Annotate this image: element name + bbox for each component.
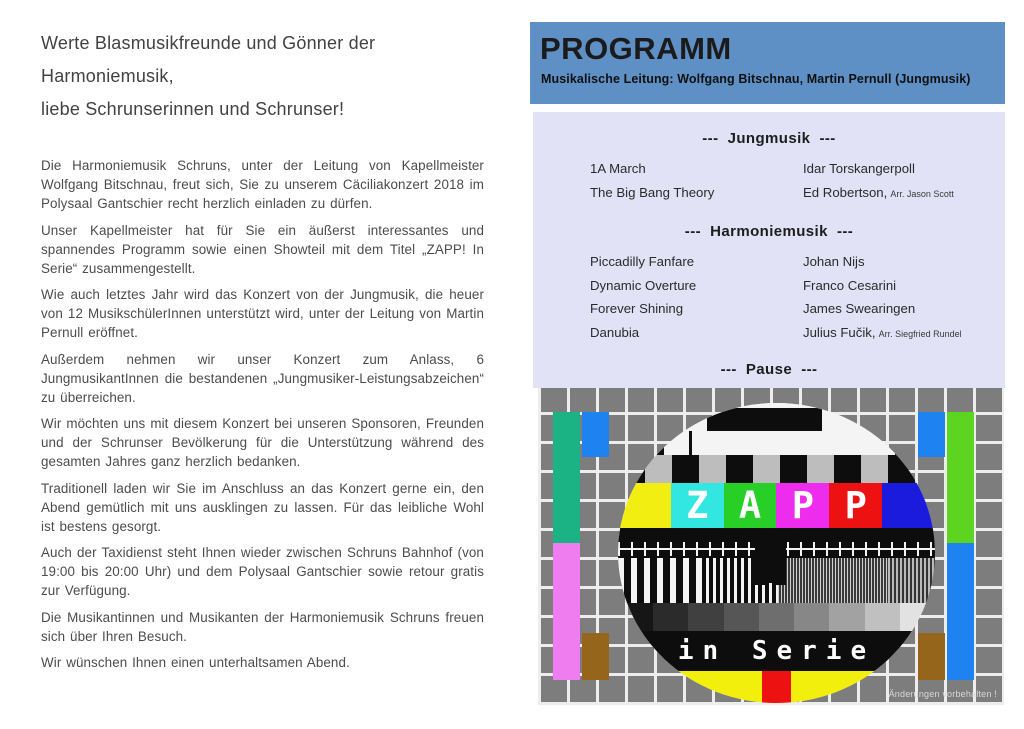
program-row [590,251,1005,275]
jungmusik-rows [533,158,1005,205]
testcard-bar-green-right [947,412,974,543]
program-subtitle: Musikalische Leitung: Wolfgang Bitschnau, Martin Pernull (Jungmusik) [541,72,971,86]
paragraph-4: Außerdem nehmen wir unser Konzert zum Anlass, 6 JungmusikantInnen die bestandenen „Jungmusiker-Leistungsabzeichen“ zu überreichen. [41,351,484,405]
paragraph-1: Die Harmoniemusik Schruns, unter der Leitung von Kapellmeister Wolfgang Bitschnau, freut sich, Sie zu unserem Cäciliakonzert 2018 im Polysaal Gantschier recht herzlich einladen zu dürfen. [41,158,484,211]
paragraph-8: Die Musikantinnen und Musikanten der Harmoniemusik Schruns freuen sich über Ihren Besuch. [41,609,484,644]
greeting-line-2: liebe Schrunserinnen und Schrunser! [41,99,345,119]
zapp-letter: P [791,484,815,527]
program-row [590,275,1005,299]
testcard-colorbar-row [618,483,935,528]
testcard-station-box [707,408,822,431]
composer-name: Ed Robertson, [803,184,888,200]
section-heading-jungmusik: --- Jungmusik --- [702,130,836,147]
grating-fine [778,558,888,603]
arranger-name: Arr. Jason Scott [890,188,954,199]
composer-name: Julius Fučik, [803,324,876,340]
zapp-letter: P [844,484,867,527]
piece-title: The Big Bang Theory [590,184,715,200]
tv-testcard [538,388,1004,705]
testcard-bar-blue-lower-right [947,543,974,680]
paragraph-7: Auch der Taxidienst steht Ihnen wieder zwischen Schruns Bahnhof (von 19:00 bis 20:00 Uhr) und dem Polysaal Gantschier sowie retour gratis zur Verfügung. [41,545,484,598]
paragraph-6: Traditionell laden wir Sie im Anschluss an das Konzert gerne ein, den Abend gemütlich mit uns ausklingen zu lassen. Für das leibliche Wohl ist bestens gesorgt. [41,480,484,534]
testcard-colorbar-green [724,483,777,528]
letter-body [41,156,484,672]
greeting-line-1: Werte Blasmusikfreunde und Gönner der Harmoniemusik, [41,33,376,86]
grating-finest [888,558,935,603]
paragraph-9: Wir wünschen Ihnen einen unterhaltsamen Abend. [41,655,350,670]
program-header [530,22,1005,104]
testcard-vertical-line [689,431,692,455]
piece-composer [803,251,1005,275]
program-row [590,322,1005,346]
testcard-colorbar-cyan [671,483,724,528]
program-panel [533,112,1005,388]
paragraph-5: Wir möchten uns mit diesem Konzert bei unseren Sponsoren, Freunden und der Schrunser Bevölkerung für die Unterstützung während des gesamten Jahres ganz herzlich bedanken. [41,416,484,469]
testcard-bar-brown-left [582,633,609,680]
piece-composer [803,275,1005,299]
testcard-center-marker [755,530,786,585]
program-title: PROGRAMM [540,31,732,66]
testcard-colorbar-magenta [776,483,829,528]
testcard-colorbar-blue [882,483,935,528]
testcard-grayscale-steps [618,603,935,631]
right-page [530,0,1005,729]
program-row [590,298,1005,322]
testcard-bar-pink [553,543,580,680]
section-heading-pause: --- Pause --- [720,361,818,378]
testcard-colorbar-red [829,483,882,528]
in-serie-banner: in Serie [618,631,935,671]
piece-composer [803,158,1005,182]
testcard-top-section [618,403,935,455]
testcard-colorbar-yellow [618,483,671,528]
zapp-letter: A [738,484,762,527]
piece-title: Forever Shining [590,301,684,316]
zapp-letter: Z [686,484,709,527]
composer-name: Franco Cesarini [803,277,897,293]
program-row [590,182,1005,206]
testcard-bar-blue-left [582,412,609,457]
composer-name: Idar Torskangerpoll [803,161,915,176]
paragraph-3: Wie auch letztes Jahr wird das Konzert von der Jungmusik, die heuer von 12 MusikschülerInnen unterstützt wird, unter der Leitung von Martin Pernull eröffnet. [41,287,484,340]
left-page [41,0,484,729]
harmoniemusik-rows [533,251,1005,345]
testcard-right-wedge [895,429,935,455]
testcard-bottom-yellow [618,671,935,703]
piece-title: Dynamic Overture [590,277,697,293]
arranger-name: Arr. Siegfried Rundel [878,328,962,339]
composer-name: James Swearingen [803,301,916,316]
testcard-circle [618,403,935,703]
testcard-left-wedge [618,429,664,455]
piece-title: Piccadilly Fanfare [590,254,695,269]
piece-composer [803,182,1005,206]
piece-composer [803,298,1005,322]
testcard-castellation-row [618,455,935,483]
section-heading-harmoniemusik: --- Harmoniemusik --- [684,223,854,240]
grating-coarse [618,558,706,603]
piece-title: 1A March [590,161,646,176]
testcard-footnote: Änderungen vorbehalten ! [888,689,997,699]
composer-name: Johan Nijs [803,254,865,269]
piece-composer [803,322,1005,346]
testcard-bar-teal [553,412,580,543]
piece-title: Danubia [590,324,640,340]
greeting-heading [41,27,484,126]
testcard-red-bar [762,671,791,703]
paragraph-2: Unser Kapellmeister hat für Sie ein äußerst interessantes und spannendes Programm sowie einen Showteil mit dem Titel „ZAPP! In Serie“ zusammengestellt. [41,222,484,276]
program-row [590,158,1005,182]
